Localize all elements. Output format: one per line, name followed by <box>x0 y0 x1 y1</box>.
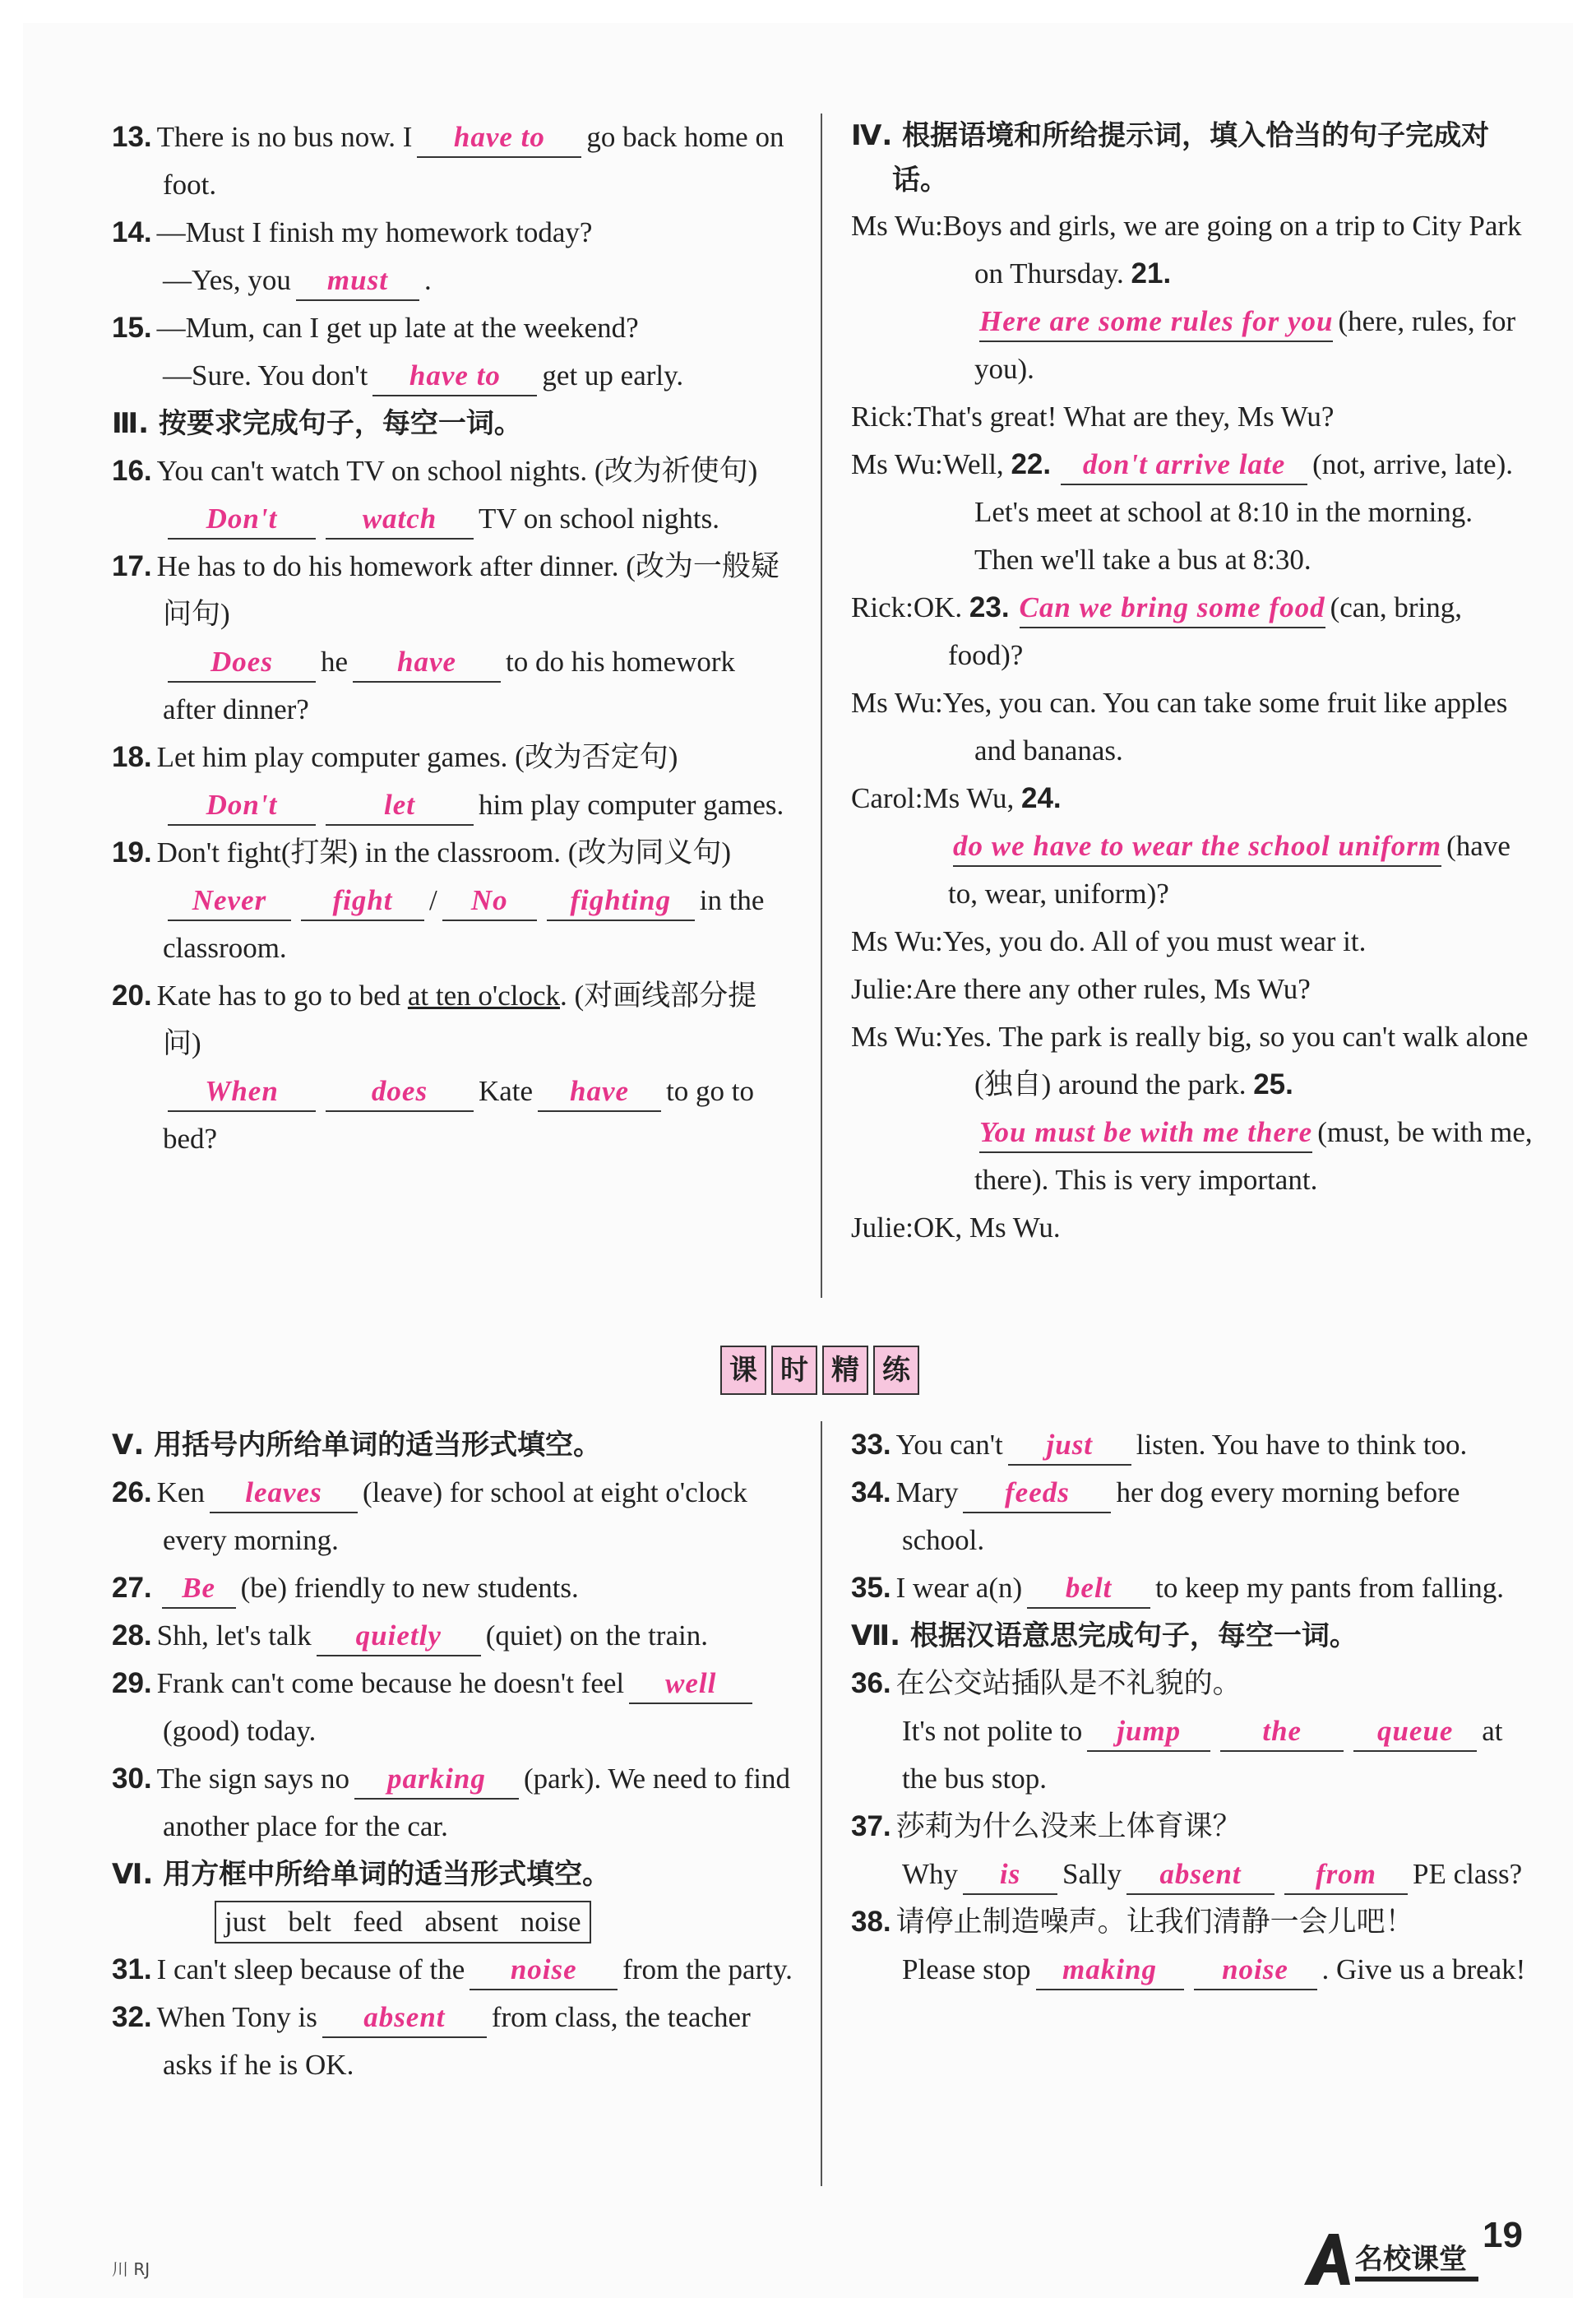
answer-blank: Does <box>168 643 316 683</box>
answer-blank: You must be with me there <box>979 1114 1312 1153</box>
section-5-heading: Ⅴ. 用括号内所给单词的适当形式填空。 <box>112 1429 602 1462</box>
answer-blank: well <box>629 1665 752 1704</box>
question-13: 13. There is no bus now. I have to go back home on foot. <box>112 114 794 209</box>
word-box-row <box>112 1898 794 1946</box>
question-26: 26. Ken leaves (leave) for school at eight o'clock every morning. <box>112 1469 794 1564</box>
section-title-char: 时 <box>771 1346 817 1395</box>
answer-blank: fighting <box>547 882 695 921</box>
dialogue-line-8: Julie:Are there any other rules, Ms Wu? <box>851 973 1311 1005</box>
answer-blank: No <box>442 882 537 921</box>
answer-blank: don't arrive late <box>1061 446 1307 485</box>
question-36-answer: It's not polite to jump the queue at the bus stop. <box>851 1707 1534 1803</box>
answer-blank: When <box>168 1072 316 1112</box>
answer-blank: absent <box>322 1999 487 2038</box>
section-6-heading: Ⅵ. 用方框中所给单词的适当形式填空。 <box>112 1858 611 1891</box>
dialogue-line-7: Ms Wu:Yes, you do. All of you must wear it. <box>851 925 1367 957</box>
answer-blank: quietly <box>317 1617 481 1656</box>
answer-blank: making <box>1036 1951 1184 1990</box>
answer-blank: let <box>326 786 474 826</box>
section-7-heading: Ⅶ. 根据汉语意思完成句子，每空一词。 <box>851 1619 1358 1652</box>
answer-blank: jump <box>1087 1712 1210 1752</box>
answer-blank: Never <box>168 882 291 921</box>
dialogue-line-10: Julie:OK, Ms Wu. <box>851 1211 1061 1244</box>
question-16-answer: Don't watch TV on school nights. <box>112 495 794 543</box>
question-33: 33. You can't just listen. You have to think too. <box>851 1421 1534 1469</box>
answer-blank: have <box>538 1072 661 1112</box>
section-3-heading: Ⅲ. 按要求完成句子，每空一词。 <box>112 407 522 440</box>
question-32: 32. When Tony is absent from class, the teacher asks if he is OK. <box>112 1994 794 2089</box>
question-37-answer: Why is Sally absent from PE class? <box>851 1851 1534 1898</box>
answer-blank: does <box>326 1072 474 1112</box>
answer-blank: have to <box>372 357 537 396</box>
question-38-answer: Please stop making noise . Give us a break! <box>851 1946 1534 1994</box>
underlined-phrase: at ten o'clock <box>407 980 560 1012</box>
workbook-page <box>23 23 1573 2298</box>
dialogue-line-5: Ms Wu:Yes, you can. You can take some fruit like apples and bananas. <box>851 687 1508 767</box>
answer-blank: noise <box>470 1951 618 1990</box>
word-box: just belt feed absent noise <box>215 1901 591 1943</box>
dialogue-line-3: Ms Wu:Well, 22. don't arrive late (not, arrive, late). Let's meet at school at 8:10 in the morning. Then we'll take a bus at 8:30. <box>851 441 1534 584</box>
edition-label: 川 RJ <box>112 2259 150 2279</box>
answer-blank: have <box>353 643 501 683</box>
left-column-bottom <box>112 1421 794 2089</box>
dialogue-line-2: Rick:That's great! What are they, Ms Wu? <box>851 401 1335 433</box>
answer-blank: Don't <box>168 786 316 826</box>
question-35: 35. I wear a(n) belt to keep my pants from falling. <box>851 1564 1534 1612</box>
dialogue-line-4: Rick:OK. 23. Can we bring some food (can, bring, food)? <box>851 584 1534 679</box>
brand-logo-icon <box>1296 2227 1510 2293</box>
right-column-top <box>851 114 1534 1252</box>
question-19-answer: Never fight / No fighting in the classroom. <box>112 877 794 972</box>
answer-blank: Don't <box>168 500 316 540</box>
dialogue-line-9: Ms Wu:Yes. The park is really big, so you can't walk alone (独自) around the park. 25.You must be with me there (must, be with me, there). This is very important. <box>851 1021 1533 1196</box>
answer-blank: watch <box>326 500 474 540</box>
right-column-bottom <box>851 1421 1534 1994</box>
dialogue-line-6: Carol:Ms Wu, 24.do we have to wear the school uniform (have to, wear, uniform)? <box>851 782 1510 910</box>
question-19: 19. Don't fight(打架) in the classroom. (改为同义句) <box>112 836 732 869</box>
question-28: 28. Shh, let's talk quietly (quiet) on the train. <box>112 1612 794 1660</box>
answer-blank: noise <box>1194 1951 1317 1990</box>
left-column-top <box>112 114 794 1163</box>
question-31: 31. I can't sleep because of the noise from the party. <box>112 1946 794 1994</box>
question-20-answer: When does Kate have to go to bed? <box>112 1068 794 1163</box>
question-17-answer: Does he have to do his homework after dinner? <box>112 638 794 734</box>
section-title <box>720 1346 919 1398</box>
question-17: 17. He has to do his homework after dinner. (改为一般疑问句) <box>112 550 779 630</box>
question-34: 34. Mary feeds her dog every morning before school. <box>851 1469 1534 1564</box>
answer-blank: parking <box>354 1760 519 1800</box>
question-15: 15. —Mum, can I get up late at the weekend? <box>112 312 639 344</box>
answer-blank: feeds <box>963 1474 1111 1513</box>
question-37: 37. 莎莉为什么没来上体育课？ <box>851 1810 1242 1842</box>
question-18: 18. Let him play computer games. (改为否定句) <box>112 741 678 773</box>
answer-blank: must <box>296 262 419 301</box>
question-20: 20. Kate has to go to bed at ten o'clock. (对画线部分提问) <box>112 980 757 1059</box>
question-30: 30. The sign says no parking (park). We need to find another place for the car. <box>112 1755 794 1851</box>
answer-blank: belt <box>1027 1569 1150 1609</box>
section-title-char: 练 <box>873 1346 919 1395</box>
answer-blank: is <box>963 1855 1057 1895</box>
answer-blank: the <box>1220 1712 1344 1752</box>
question-16: 16. You can't watch TV on school nights. (改为祈使句) <box>112 455 758 487</box>
question-15-line2: —Sure. You don't have to get up early. <box>112 352 794 400</box>
question-38: 38. 请停止制造噪声。让我们清静一会儿吧！ <box>851 1906 1414 1938</box>
question-36: 36. 在公交站插队是不礼貌的。 <box>851 1667 1242 1699</box>
answer-blank: just <box>1008 1426 1131 1466</box>
column-divider-top <box>821 114 822 1298</box>
answer-blank: fight <box>301 882 424 921</box>
question-27: 27. Be (be) friendly to new students. <box>112 1564 794 1612</box>
answer-blank: queue <box>1353 1712 1477 1752</box>
question-14: 14. —Must I finish my homework today? <box>112 216 593 248</box>
question-29: 29. Frank can't come because he doesn't feel well(good) today. <box>112 1660 794 1755</box>
answer-blank: have to <box>417 118 581 158</box>
section-title-char: 精 <box>822 1346 868 1395</box>
dialogue-line-1: Ms Wu:Boys and girls, we are going on a trip to City Park on Thursday. 21.Here are some rules for you (here, rules, for you). <box>851 210 1522 385</box>
question-14-line2: —Yes, you must . <box>112 257 794 304</box>
answer-blank: leaves <box>210 1474 358 1513</box>
answer-blank: do we have to wear the school uniform <box>953 827 1441 867</box>
answer-blank: Be <box>162 1569 236 1609</box>
answer-blank: from <box>1284 1855 1408 1895</box>
column-divider-bottom <box>821 1421 822 2186</box>
page-number: 19 <box>1483 2215 1523 2255</box>
question-18-answer: Don't let him play computer games. <box>112 781 794 829</box>
answer-blank: Here are some rules for you <box>979 303 1333 342</box>
section-title-char: 课 <box>720 1346 766 1395</box>
section-4-heading: Ⅳ. 根据语境和所给提示词，填入恰当的句子完成对话。 <box>851 119 1490 197</box>
svg-text:名校课堂: 名校课堂 <box>1355 2243 1467 2276</box>
answer-blank: absent <box>1126 1855 1274 1895</box>
answer-blank: Can we bring some food <box>1020 589 1325 628</box>
